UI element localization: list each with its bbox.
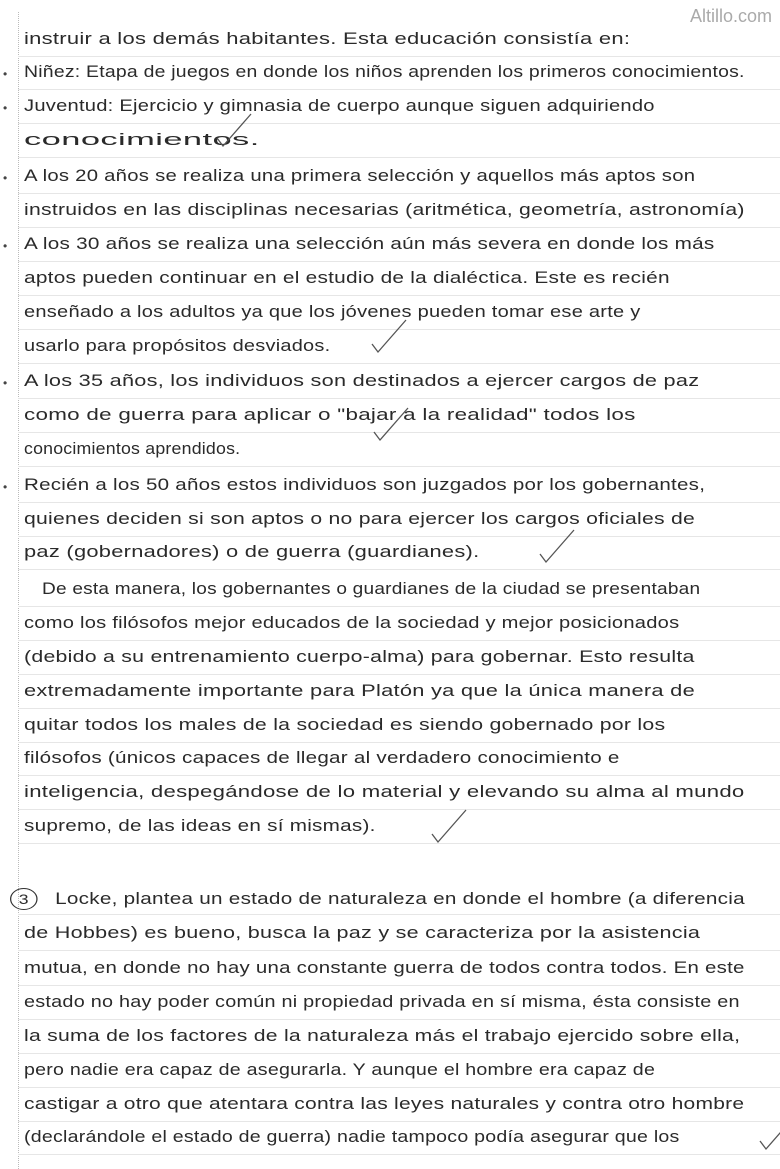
ruled-line <box>18 398 780 399</box>
check-mark-icon <box>758 1115 780 1151</box>
text-line <box>24 682 695 701</box>
text-line <box>24 337 330 356</box>
text-line <box>24 543 479 562</box>
watermark: Altillo.com <box>689 6 772 26</box>
text-line <box>24 614 679 633</box>
line-text: de Hobbes) es bueno, busca la paz y se caracteriza por la asistencia <box>24 924 701 942</box>
ruled-line <box>18 363 780 364</box>
line-text: la suma de los factores de la naturaleza más el trabajo ejercido sobre ella, <box>24 1027 741 1045</box>
text-line <box>24 476 705 495</box>
line-text: quienes deciden si son aptos o no para ejercer los cargos oficiales de <box>24 510 696 528</box>
check-mark-icon <box>430 808 470 844</box>
check-mark-icon <box>372 406 412 442</box>
line-text: De esta manera, los gobernantes o guardianes de la ciudad se presentaban <box>42 580 701 598</box>
line-text: conocimientos aprendidos. <box>24 440 241 458</box>
line-text: instruidos en las disciplinas necesarias (aritmética, geometría, astronomía) <box>24 201 745 219</box>
line-text: A los 30 años se realiza una selección aún más severa en donde los más <box>24 235 715 253</box>
ruled-line <box>18 1154 780 1155</box>
line-text: como de guerra para aplicar o "bajar a la realidad" todos los <box>24 406 636 424</box>
ruled-line <box>18 227 780 228</box>
text-line <box>24 440 240 459</box>
line-text: estado no hay poder común ni propiedad privada en sí misma, ésta consiste en <box>24 993 740 1011</box>
question-number: 3 <box>10 888 38 910</box>
ruled-line <box>18 89 780 90</box>
bullet-icon: • <box>3 376 8 390</box>
text-line <box>24 235 714 254</box>
ruled-line <box>18 843 780 844</box>
ruled-line <box>18 914 780 915</box>
bullet-icon: • <box>3 171 8 185</box>
margin-line <box>18 12 19 1169</box>
text-line <box>10 888 745 910</box>
line-text: conocimientos. <box>24 131 260 149</box>
ruled-line <box>18 569 780 570</box>
line-text: Locke, plantea un estado de naturaleza en donde el hombre (a diferencia <box>55 890 745 908</box>
ruled-line <box>18 1087 780 1088</box>
line-text: aptos pueden continuar en el estudio de la dialéctica. Este es recién <box>24 269 670 287</box>
text-line <box>24 167 695 186</box>
text-line <box>24 716 665 735</box>
line-text: castigar a otro que atentara contra las leyes naturales y contra otro hombre <box>24 1095 745 1113</box>
ruled-line <box>18 950 780 951</box>
ruled-line <box>18 1019 780 1020</box>
line-text: Recién a los 50 años estos individuos son juzgados por los gobernantes, <box>24 476 706 494</box>
ruled-line <box>18 157 780 158</box>
text-line <box>24 648 695 667</box>
line-text: Juventud: Ejercicio y gimnasia de cuerpo aunque siguen adquiriendo <box>24 97 655 115</box>
check-mark-icon <box>538 528 578 564</box>
ruled-line <box>18 640 780 641</box>
bullet-icon: • <box>3 101 8 115</box>
line-text: paz (gobernadores) o de guerra (guardianes). <box>24 543 480 561</box>
text-line <box>24 1128 680 1147</box>
ruled-line <box>18 56 780 57</box>
line-text: (debido a su entrenamiento cuerpo-alma) para gobernar. Esto resulta <box>24 648 695 666</box>
line-text: mutua, en donde no hay una constante guerra de todos contra todos. En este <box>24 959 745 977</box>
bullet-icon: • <box>3 480 8 494</box>
text-line <box>24 30 630 49</box>
text-line <box>24 269 670 288</box>
text-line <box>24 783 745 802</box>
bullet-icon: • <box>3 239 8 253</box>
check-mark-icon <box>215 112 255 148</box>
text-line <box>24 817 376 836</box>
text-line <box>24 959 745 978</box>
ruled-line <box>18 674 780 675</box>
text-line <box>24 201 745 220</box>
text-line <box>24 372 699 391</box>
ruled-line <box>18 742 780 743</box>
text-line <box>24 406 636 425</box>
ruled-line <box>18 193 780 194</box>
text-line <box>24 97 655 116</box>
text-line <box>24 510 695 529</box>
line-text: instruir a los demás habitantes. Esta educación consistía en: <box>24 30 631 48</box>
check-mark-icon <box>370 318 410 354</box>
line-text: Niñez: Etapa de juegos en donde los niños aprenden los primeros conocimientos. <box>24 63 745 81</box>
text-line <box>24 1027 740 1046</box>
text-line <box>24 749 620 768</box>
text-line <box>24 1095 744 1114</box>
ruled-line <box>18 261 780 262</box>
line-text: inteligencia, despegándose de lo material y elevando su alma al mundo <box>24 783 745 801</box>
line-text: como los filósofos mejor educados de la sociedad y mejor posicionados <box>24 614 680 632</box>
text-line <box>24 924 700 943</box>
text-line <box>42 580 700 599</box>
ruled-line <box>18 775 780 776</box>
ruled-line <box>18 536 780 537</box>
bullet-icon: • <box>3 67 8 81</box>
ruled-line <box>18 123 780 124</box>
line-text: usarlo para propósitos desviados. <box>24 337 331 355</box>
text-line <box>24 993 740 1012</box>
line-text: A los 35 años, los individuos son destinados a ejercer cargos de paz <box>24 372 700 390</box>
ruled-line <box>18 502 780 503</box>
ruled-line <box>18 985 780 986</box>
line-text: supremo, de las ideas en sí mismas). <box>24 817 376 835</box>
line-text: filósofos (únicos capaces de llegar al verdadero conocimiento e <box>24 749 620 767</box>
text-line <box>24 303 641 322</box>
line-text: extremadamente importante para Platón ya que la única manera de <box>24 682 695 700</box>
ruled-line <box>18 708 780 709</box>
line-text: quitar todos los males de la sociedad es siendo gobernado por los <box>24 716 666 734</box>
text-line <box>24 63 745 82</box>
ruled-line <box>18 1053 780 1054</box>
line-text: enseñado a los adultos ya que los jóvenes pueden tomar ese arte y <box>24 303 641 321</box>
ruled-line <box>18 809 780 810</box>
line-text: A los 20 años se realiza una primera selección y aquellos más aptos son <box>24 167 696 185</box>
text-line <box>24 1061 655 1080</box>
ruled-line <box>18 606 780 607</box>
line-text: pero nadie era capaz de asegurarla. Y aunque el hombre era capaz de <box>24 1061 656 1079</box>
line-text: (declarándole el estado de guerra) nadie tampoco podía asegurar que los <box>24 1128 680 1146</box>
ruled-line <box>18 1121 780 1122</box>
ruled-line <box>18 466 780 467</box>
ruled-line <box>18 295 780 296</box>
